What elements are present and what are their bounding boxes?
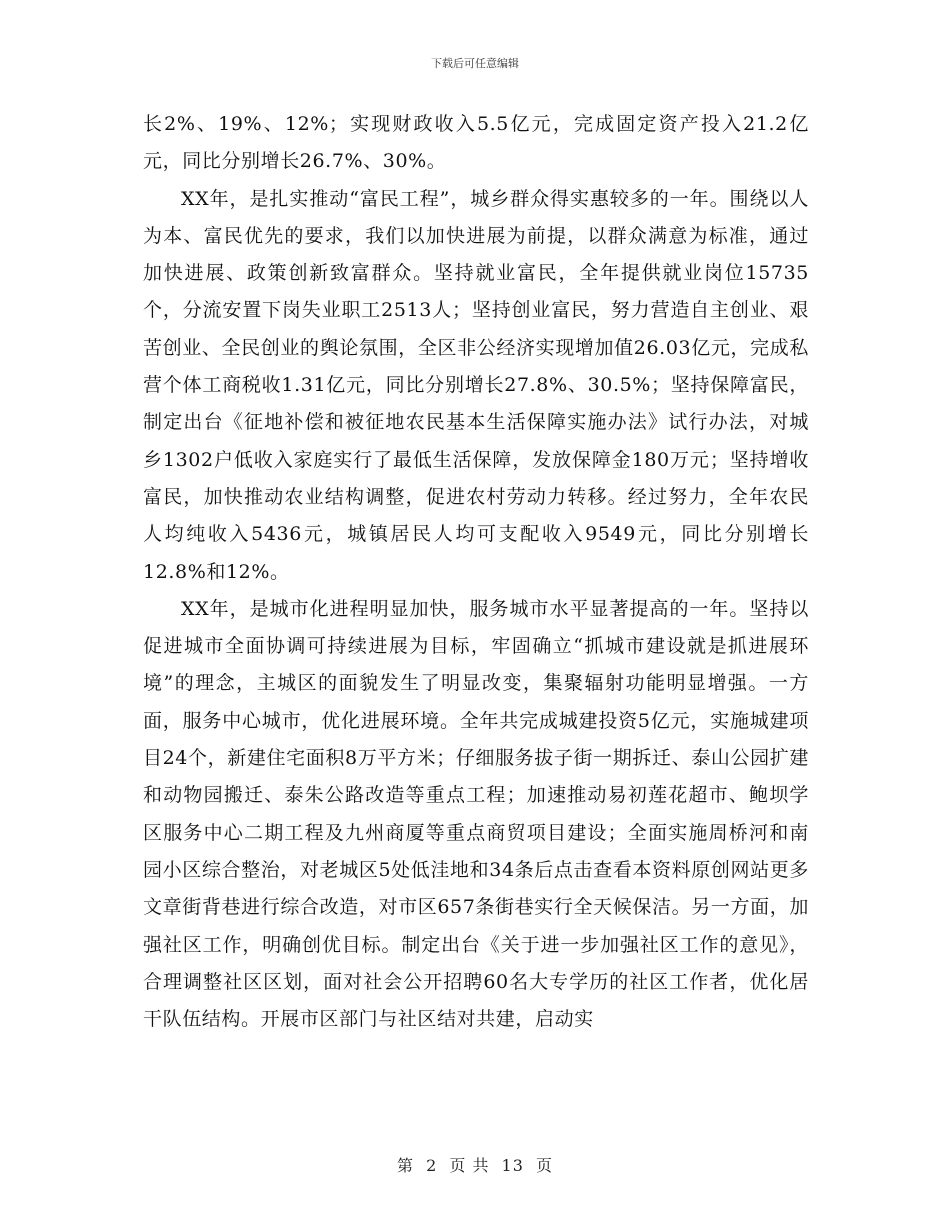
paragraph: 长2%、19%、12%；实现财政收入5.5亿元，完成固定资产投入21.2亿元，同比分别增长26.7%、30%。: [143, 113, 809, 173]
paragraph: XX年，是城市化进程明显加快，服务城市水平显著提高的一年。坚持以促进城市全面协调可持续进展为目标，牢固确立“抓城市建设就是抓进展环境”的理念，主城区的面貌发生了明显改变，集聚辐射功能明显增强。一方面，服务中心城市，优化进展环境。全年共完成城建投资5亿元，实施城建项目24个，新建住宅面积8万平方米；仔细服务拔子街一期拆迁、泰山公园扩建和动物园搬迁、泰朱公路改造等重点工程；加速推动易初莲花超市、鲍坝学区服务中心二期工程及九州商厦等重点商贸项目建设；全面实施周桥河和南园小区综合整治，对老城区5处低洼地和34条后点击查看本资料原创网站更多文章街背巷进行综合改造，对市区657条街巷实行全天候保洁。另一方面，加强社区工作，明确创优目标。制定出台《关于进一步加强社区工作的意见》，合理调整社区区划，面对社会公开招聘60名大专学历的社区工作者，优化居干队伍结构。开展市区部门与社区结对共建，启动实: [143, 597, 809, 1031]
footer-suffix: 页: [536, 1156, 554, 1175]
page-header: 下载后可任意编辑: [431, 57, 519, 70]
paragraph: XX年，是扎实推动“富民工程”，城乡群众得实惠较多的一年。围绕以人为本、富民优先的要求，我们以加快进展为前提，以群众满意为标准，通过加快进展、政策创新致富群众。坚持就业富民，全年提供就业岗位15735个，分流安置下岗失业职工2513人；坚持创业富民，努力营造自主创业、艰苦创业、全民创业的舆论氛围，全区非公经济实现增加值26.03亿元，完成私营个体工商税收1.31亿元，同比分别增长27.8%、30.5%；坚持保障富民，制定出台《征地补偿和被征地农民基本生活保障实施办法》试行办法，对城乡1302户低收入家庭实行了最低生活保障，发放保障金180万元；坚持增收富民，加快推动农业结构调整，促进农村劳动力转移。经过努力，全年农民人均纯收入5436元，城镇居民人均可支配收入9549元，同比分别增长12.8%和12%。: [143, 187, 809, 583]
page-footer: [0, 1153, 950, 1176]
total-pages: 13: [501, 1156, 524, 1175]
page-number: 2: [426, 1156, 438, 1175]
document-body: [143, 106, 809, 1038]
footer-prefix: 第: [396, 1156, 414, 1175]
footer-mid: 页 共: [449, 1156, 490, 1175]
